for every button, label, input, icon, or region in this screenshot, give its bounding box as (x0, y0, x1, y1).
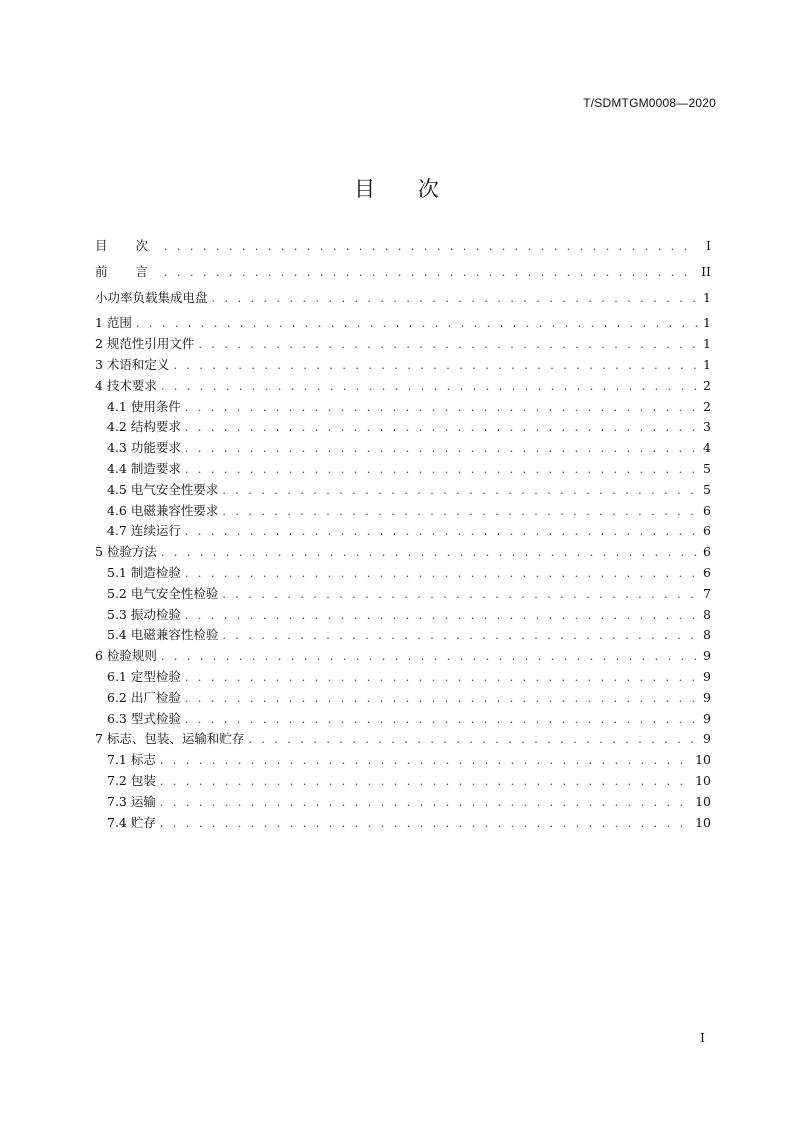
toc-entry[interactable] (95, 236, 711, 257)
toc-entry-label: 6 检验规则 (95, 648, 157, 664)
toc-entry-page: 2 (703, 398, 711, 414)
toc-entry[interactable] (95, 750, 711, 771)
toc-entry-label: 前 言 (95, 263, 160, 279)
toc-entry-page: 9 (703, 668, 711, 684)
toc-entry-page: I (706, 238, 711, 253)
toc-entry-page: 9 (703, 710, 711, 726)
toc-entry-page: 9 (703, 731, 711, 747)
page-title: 目 次 (354, 177, 457, 201)
toc-entry[interactable] (95, 667, 711, 688)
toc-entry[interactable] (95, 313, 711, 334)
toc-entry-page: 2 (703, 377, 711, 393)
toc-entry-label: 4.2 结构要求 (107, 419, 181, 435)
toc-leader-dots (185, 668, 697, 689)
toc-leader-dots (164, 237, 697, 258)
toc-entry-page: 9 (703, 689, 711, 705)
toc-leader-dots (160, 814, 691, 835)
toc-entry-label: 1 范围 (95, 315, 132, 331)
toc-entry[interactable] (95, 355, 711, 376)
toc-leader-dots (198, 335, 697, 356)
toc-entry-label: 6.3 型式检验 (107, 710, 181, 726)
toc-leader-dots (161, 377, 697, 398)
toc-entry[interactable] (95, 542, 711, 563)
toc-entry[interactable] (95, 376, 711, 397)
toc-entry-page: 6 (703, 544, 711, 560)
toc-entry-label: 7.2 包装 (107, 772, 156, 788)
toc-entry[interactable] (95, 417, 711, 438)
toc-entry[interactable] (95, 729, 711, 750)
toc-leader-dots (185, 418, 697, 439)
toc-entry[interactable] (95, 625, 711, 646)
toc-leader-dots (222, 626, 697, 647)
toc-entry-label: 6.2 出厂检验 (107, 689, 181, 705)
toc-leader-dots (212, 289, 697, 310)
toc-leader-dots (161, 543, 697, 564)
toc-leader-dots (185, 439, 697, 460)
toc-entry-page: 10 (695, 752, 711, 768)
toc-entry-page: 4 (703, 440, 711, 456)
toc-entry[interactable] (95, 584, 711, 605)
toc-entry-label: 3 术语和定义 (95, 356, 170, 372)
toc-entry-label: 5.3 振动检验 (107, 606, 181, 622)
toc-entry[interactable] (95, 334, 711, 355)
toc-entry[interactable] (95, 521, 711, 542)
toc-leader-dots (248, 730, 697, 751)
toc-entry[interactable] (95, 813, 711, 834)
toc-entry-label: 5.4 电磁兼容性检验 (107, 627, 219, 643)
toc-leader-dots (185, 689, 697, 710)
toc-entry-page: 1 (703, 289, 711, 305)
toc-entry-page: 1 (703, 315, 711, 331)
toc-entry[interactable] (95, 397, 711, 418)
toc-entry-label: 7.3 运输 (107, 793, 156, 809)
toc-leader-dots (185, 398, 697, 419)
toc-entry[interactable] (95, 709, 711, 730)
toc-leader-dots (185, 564, 697, 585)
toc-entry[interactable] (95, 563, 711, 584)
toc-leader-dots (173, 356, 697, 377)
toc-entry-page: 5 (703, 460, 711, 476)
toc-entry[interactable] (95, 501, 711, 522)
table-of-contents (95, 236, 711, 833)
toc-entry[interactable] (95, 646, 711, 667)
toc-entry-label: 4.1 使用条件 (107, 398, 181, 414)
toc-leader-dots (136, 314, 697, 335)
toc-entry-label: 4.6 电磁兼容性要求 (107, 502, 219, 518)
toc-entry-label: 4.4 制造要求 (107, 460, 181, 476)
toc-leader-dots (161, 647, 697, 668)
toc-leader-dots (160, 772, 691, 793)
toc-entry[interactable] (95, 288, 711, 309)
document-code: T/SDMTGM0008—2020 (583, 96, 716, 110)
toc-leader-dots (160, 793, 691, 814)
toc-entry-label: 7.4 贮存 (107, 814, 156, 830)
toc-entry-page: 6 (703, 523, 711, 539)
toc-entry-page: 6 (703, 564, 711, 580)
toc-entry-label: 4.3 功能要求 (107, 440, 181, 456)
toc-entry-page: 9 (703, 648, 711, 664)
toc-entry[interactable] (95, 459, 711, 480)
toc-entry[interactable] (95, 605, 711, 626)
toc-entry-page: II (701, 263, 711, 279)
toc-entry-label: 4.5 电气安全性要求 (107, 481, 219, 497)
toc-leader-dots (160, 751, 691, 772)
toc-entry-page: 5 (703, 481, 711, 497)
toc-entry-page: 10 (695, 793, 711, 809)
toc-entry-label: 5.2 电气安全性检验 (107, 585, 219, 601)
toc-leader-dots (222, 502, 697, 523)
toc-leader-dots (185, 460, 697, 481)
toc-entry-label: 7 标志、包装、运输和贮存 (95, 731, 245, 747)
toc-entry-page: 10 (695, 814, 711, 830)
toc-entry-page: 6 (703, 502, 711, 518)
toc-entry-page: 1 (703, 336, 711, 352)
toc-leader-dots (222, 481, 697, 502)
toc-entry-page: 1 (703, 356, 711, 372)
toc-leader-dots (164, 263, 697, 284)
toc-entry[interactable] (95, 792, 711, 813)
toc-entry-label: 5.1 制造检验 (107, 564, 181, 580)
toc-entry-label: 5 检验方法 (95, 544, 157, 560)
toc-entry-label: 4 技术要求 (95, 377, 157, 393)
toc-entry-label: 小功率负载集成电盘 (95, 289, 208, 305)
toc-entry-label: 2 规范性引用文件 (95, 336, 195, 352)
toc-leader-dots (185, 606, 697, 627)
toc-entry-page: 3 (703, 419, 711, 435)
toc-leader-dots (222, 585, 697, 606)
toc-leader-dots (185, 522, 697, 543)
toc-entry-label: 目 次 (95, 238, 160, 253)
toc-entry-page: 8 (703, 627, 711, 643)
toc-entry-label: 4.7 连续运行 (107, 523, 181, 539)
toc-entry-page: 10 (695, 772, 711, 788)
page-number: I (700, 1030, 705, 1045)
toc-entry[interactable] (95, 688, 711, 709)
toc-entry-page: 7 (703, 585, 711, 601)
toc-entry[interactable] (95, 771, 711, 792)
toc-entry-label: 7.1 标志 (107, 752, 156, 768)
toc-entry[interactable] (95, 438, 711, 459)
toc-entry[interactable] (95, 262, 711, 283)
toc-entry-label: 6.1 定型检验 (107, 668, 181, 684)
toc-entry[interactable] (95, 480, 711, 501)
toc-entry-page: 8 (703, 606, 711, 622)
toc-leader-dots (185, 710, 697, 731)
